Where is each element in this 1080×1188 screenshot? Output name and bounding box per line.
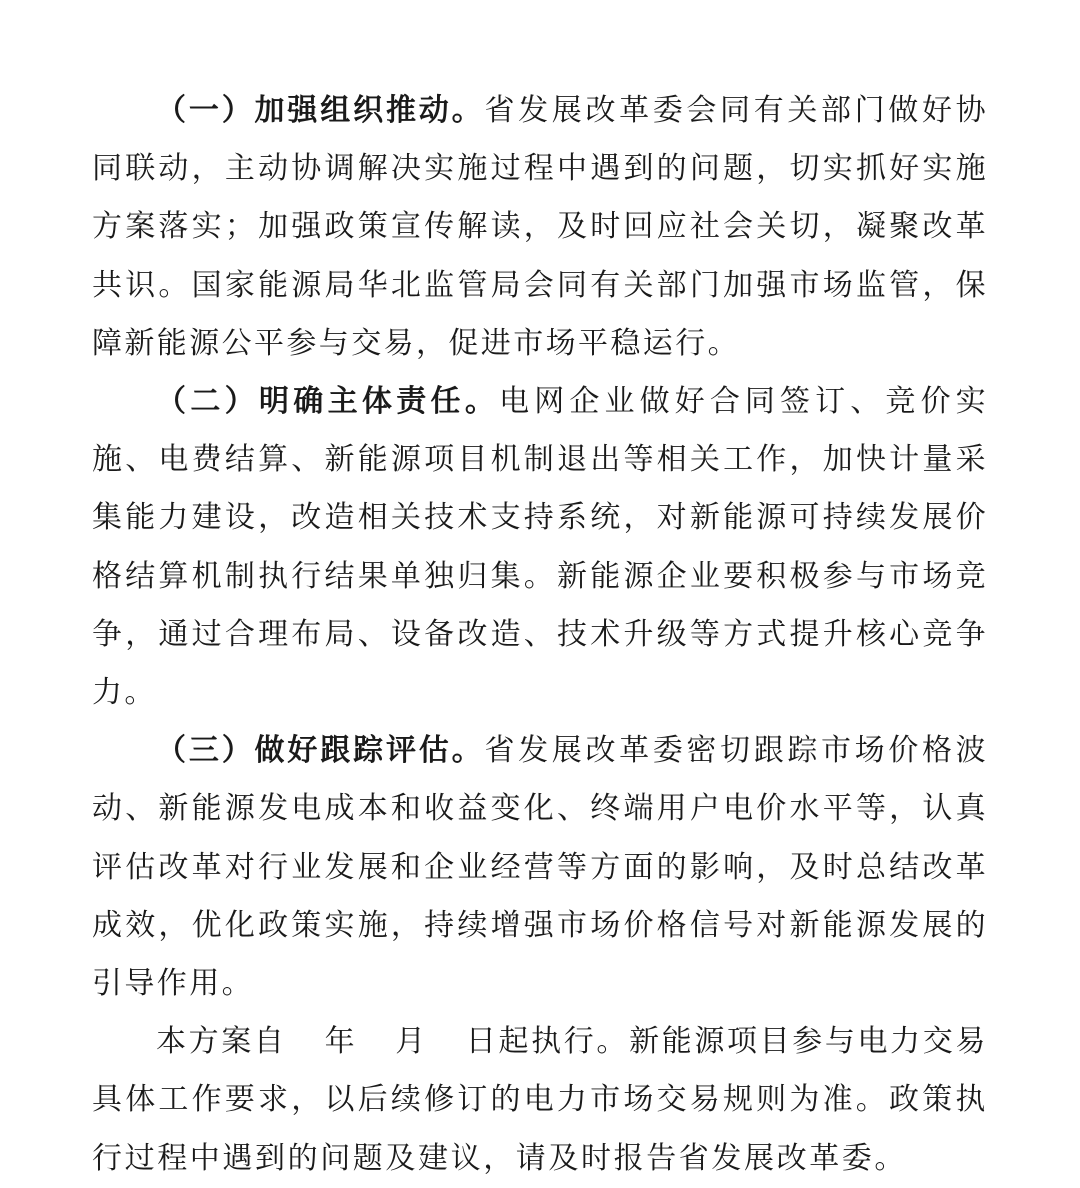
effective-date-paragraph — [92, 1013, 988, 1188]
section-heading: （三）做好跟踪评估。 — [156, 733, 485, 769]
section-body: 省发展改革委会同有关部门做好协同联动，主动协调解决实施过程中遇到的问题，切实抓好实施方案落实；加强政策宣传解读，及时回应社会关切，凝聚改革共识。国家能源局华北监管局会同有关部门加强市场监管，保障新能源公平参与交易，促进市场平稳运行。 — [92, 93, 988, 361]
section-responsibility-paragraph — [92, 373, 988, 722]
section-evaluation-paragraph — [92, 722, 988, 1013]
closing-text-start: 本方案自 — [156, 1024, 287, 1060]
section-body: 电网企业做好合同签订、竞价实施、电费结算、新能源项目机制退出等相关工作，加快计量采集能力建设，改造相关技术支持系统，对新能源可持续发展价格结算机制执行结果单独归集。新能源企业要积极参与市场竞争，通过合理布局、设备改造、技术升级等方式提升核心竞争力。 — [92, 384, 989, 711]
section-body: 省发展改革委密切跟踪市场价格波动、新能源发电成本和收益变化、终端用户电价水平等，认真评估改革对行业发展和企业经营等方面的影响，及时总结改革成效，优化政策实施，持续增强市场价格信号对新能源发展的引导作用。 — [92, 733, 988, 1002]
section-heading: （二）明确主体责任。 — [156, 384, 500, 420]
closing-year-label: 年 — [324, 1024, 358, 1060]
section-heading: （一）加强组织推动。 — [156, 93, 485, 128]
closing-month-label: 月 — [395, 1024, 428, 1060]
closing-text-rest: 日起执行。新能源项目参与电力交易具体工作要求，以后续修订的电力市场交易规则为准。政策执行过程中遇到的问题及建议，请及时报告省发展改革委。 — [92, 1024, 988, 1176]
document-body — [92, 82, 988, 1188]
section-organization-paragraph — [92, 82, 988, 373]
